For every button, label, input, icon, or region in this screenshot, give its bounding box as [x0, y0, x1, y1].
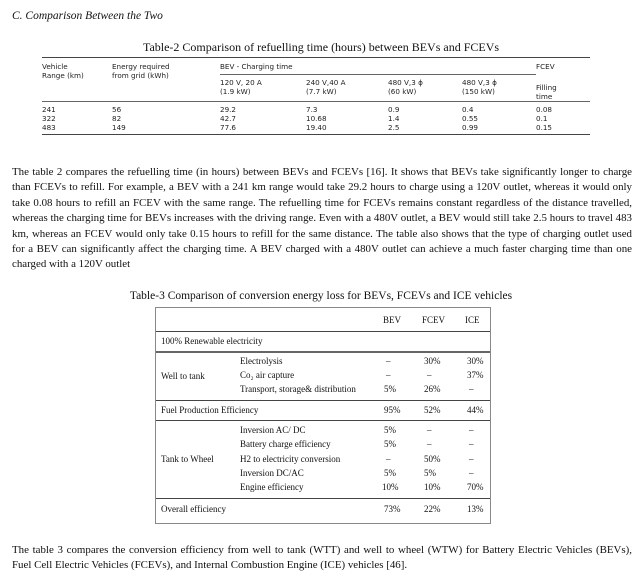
table2-subheader: Filling time	[536, 82, 557, 101]
table3-ttw-label: Tank to Wheel	[161, 454, 214, 464]
table3-caption: Table-3 Comparison of conversion energy loss for BEVs, FCEVs and ICE vehicles	[129, 290, 513, 302]
paragraph-table2-discussion: The table 2 compares the refuelling time (in hours) between BEVs and FCEVs [16]. It shows that BEVs take significantly longer to charge than FCEVs to refill. For example, a BEV with a 241 km range would take 29.2 hours to charge using a 120V outlet, whereas it would only take 0.08 hours to refill an FCEV with the same range. The refuelling time for FCEVs remains constant regardless of the distance travelled, whereas the charging time for BEVs increases with the driving range. Even with a 480V outlet, a BEV would still take 2.5 hours to travel 483 km, whereas an FCEV would only take 0.15 hours to refill for the same distance. The table also shows that the type of charging outlet used for a BEV can significantly affect the charging time. A BEV charged with a 480V outlet can achieve a much faster charging time than one charged with a 120V outlet	[12, 166, 632, 271]
table3-header-ice: ICE	[465, 315, 480, 325]
table2-header-energy: Energy required from grid (kWh)	[112, 58, 220, 102]
table2-subheader: 240 V,40 A (7.7 kW)	[306, 78, 346, 96]
table2-header-fcev: FCEV	[536, 58, 590, 75]
table2-header-vehicle-range: Vehicle Range (km)	[42, 58, 112, 102]
table2-subheader: 480 V,3 ϕ (150 kW)	[462, 78, 497, 96]
table-row: 483 149 77.6 19.40 2.5 0.99 0.15	[42, 123, 590, 135]
table2-subheader: 120 V, 20 A (1.9 kW)	[220, 78, 262, 96]
table2-subheader: 480 V,3 ϕ (60 kW)	[388, 78, 423, 96]
table-row: 241 56 29.2 7.3 0.9 0.4 0.08	[42, 101, 590, 114]
table3-wtt-label: Well to tank	[161, 371, 205, 381]
table-row: 322 82 42.7 10.68 1.4 0.55 0.1	[42, 113, 548, 123]
table2-header-bev: BEV - Charging time	[220, 58, 536, 75]
table3-header-bev: BEV	[383, 315, 401, 325]
paragraph-table3-discussion: The table 3 compares the conversion efficiency from well to tank (WTT) and well to wheel (WTW) for Battery Electric Vehicles (BEVs), Fuel Cell Electric Vehicles (FCEVs), and Internal Combustion Engine (ICE) vehicles [46].	[12, 544, 632, 572]
table3: BEV FCEV ICE 100% Renewable electricity Well to tank Electrolysis – 30% 30% Co₂ air capture – – 37% Transport, storage& distribution 5% 26% – Fuel Production Efficiency 95% 52% 44% Tank to Wheel Inversion AC/ DC 5% – – Battery charge efficiency 5% – – H2 to electricity conversion – 50% – Inversion DC/AC 5% 5% – Engine efficiency 10% 10% 70% Overall efficiency 73% 22% 13%	[155, 307, 491, 524]
section-heading: C. Comparison Between the Two	[12, 10, 163, 22]
table2	[42, 57, 590, 135]
table2-caption: Table-2 Comparison of refuelling time (hours) between BEVs and FCEVs	[142, 40, 500, 54]
table3-renewable-label: 100% Renewable electricity	[161, 336, 263, 346]
table3-header-fcev: FCEV	[422, 315, 446, 325]
